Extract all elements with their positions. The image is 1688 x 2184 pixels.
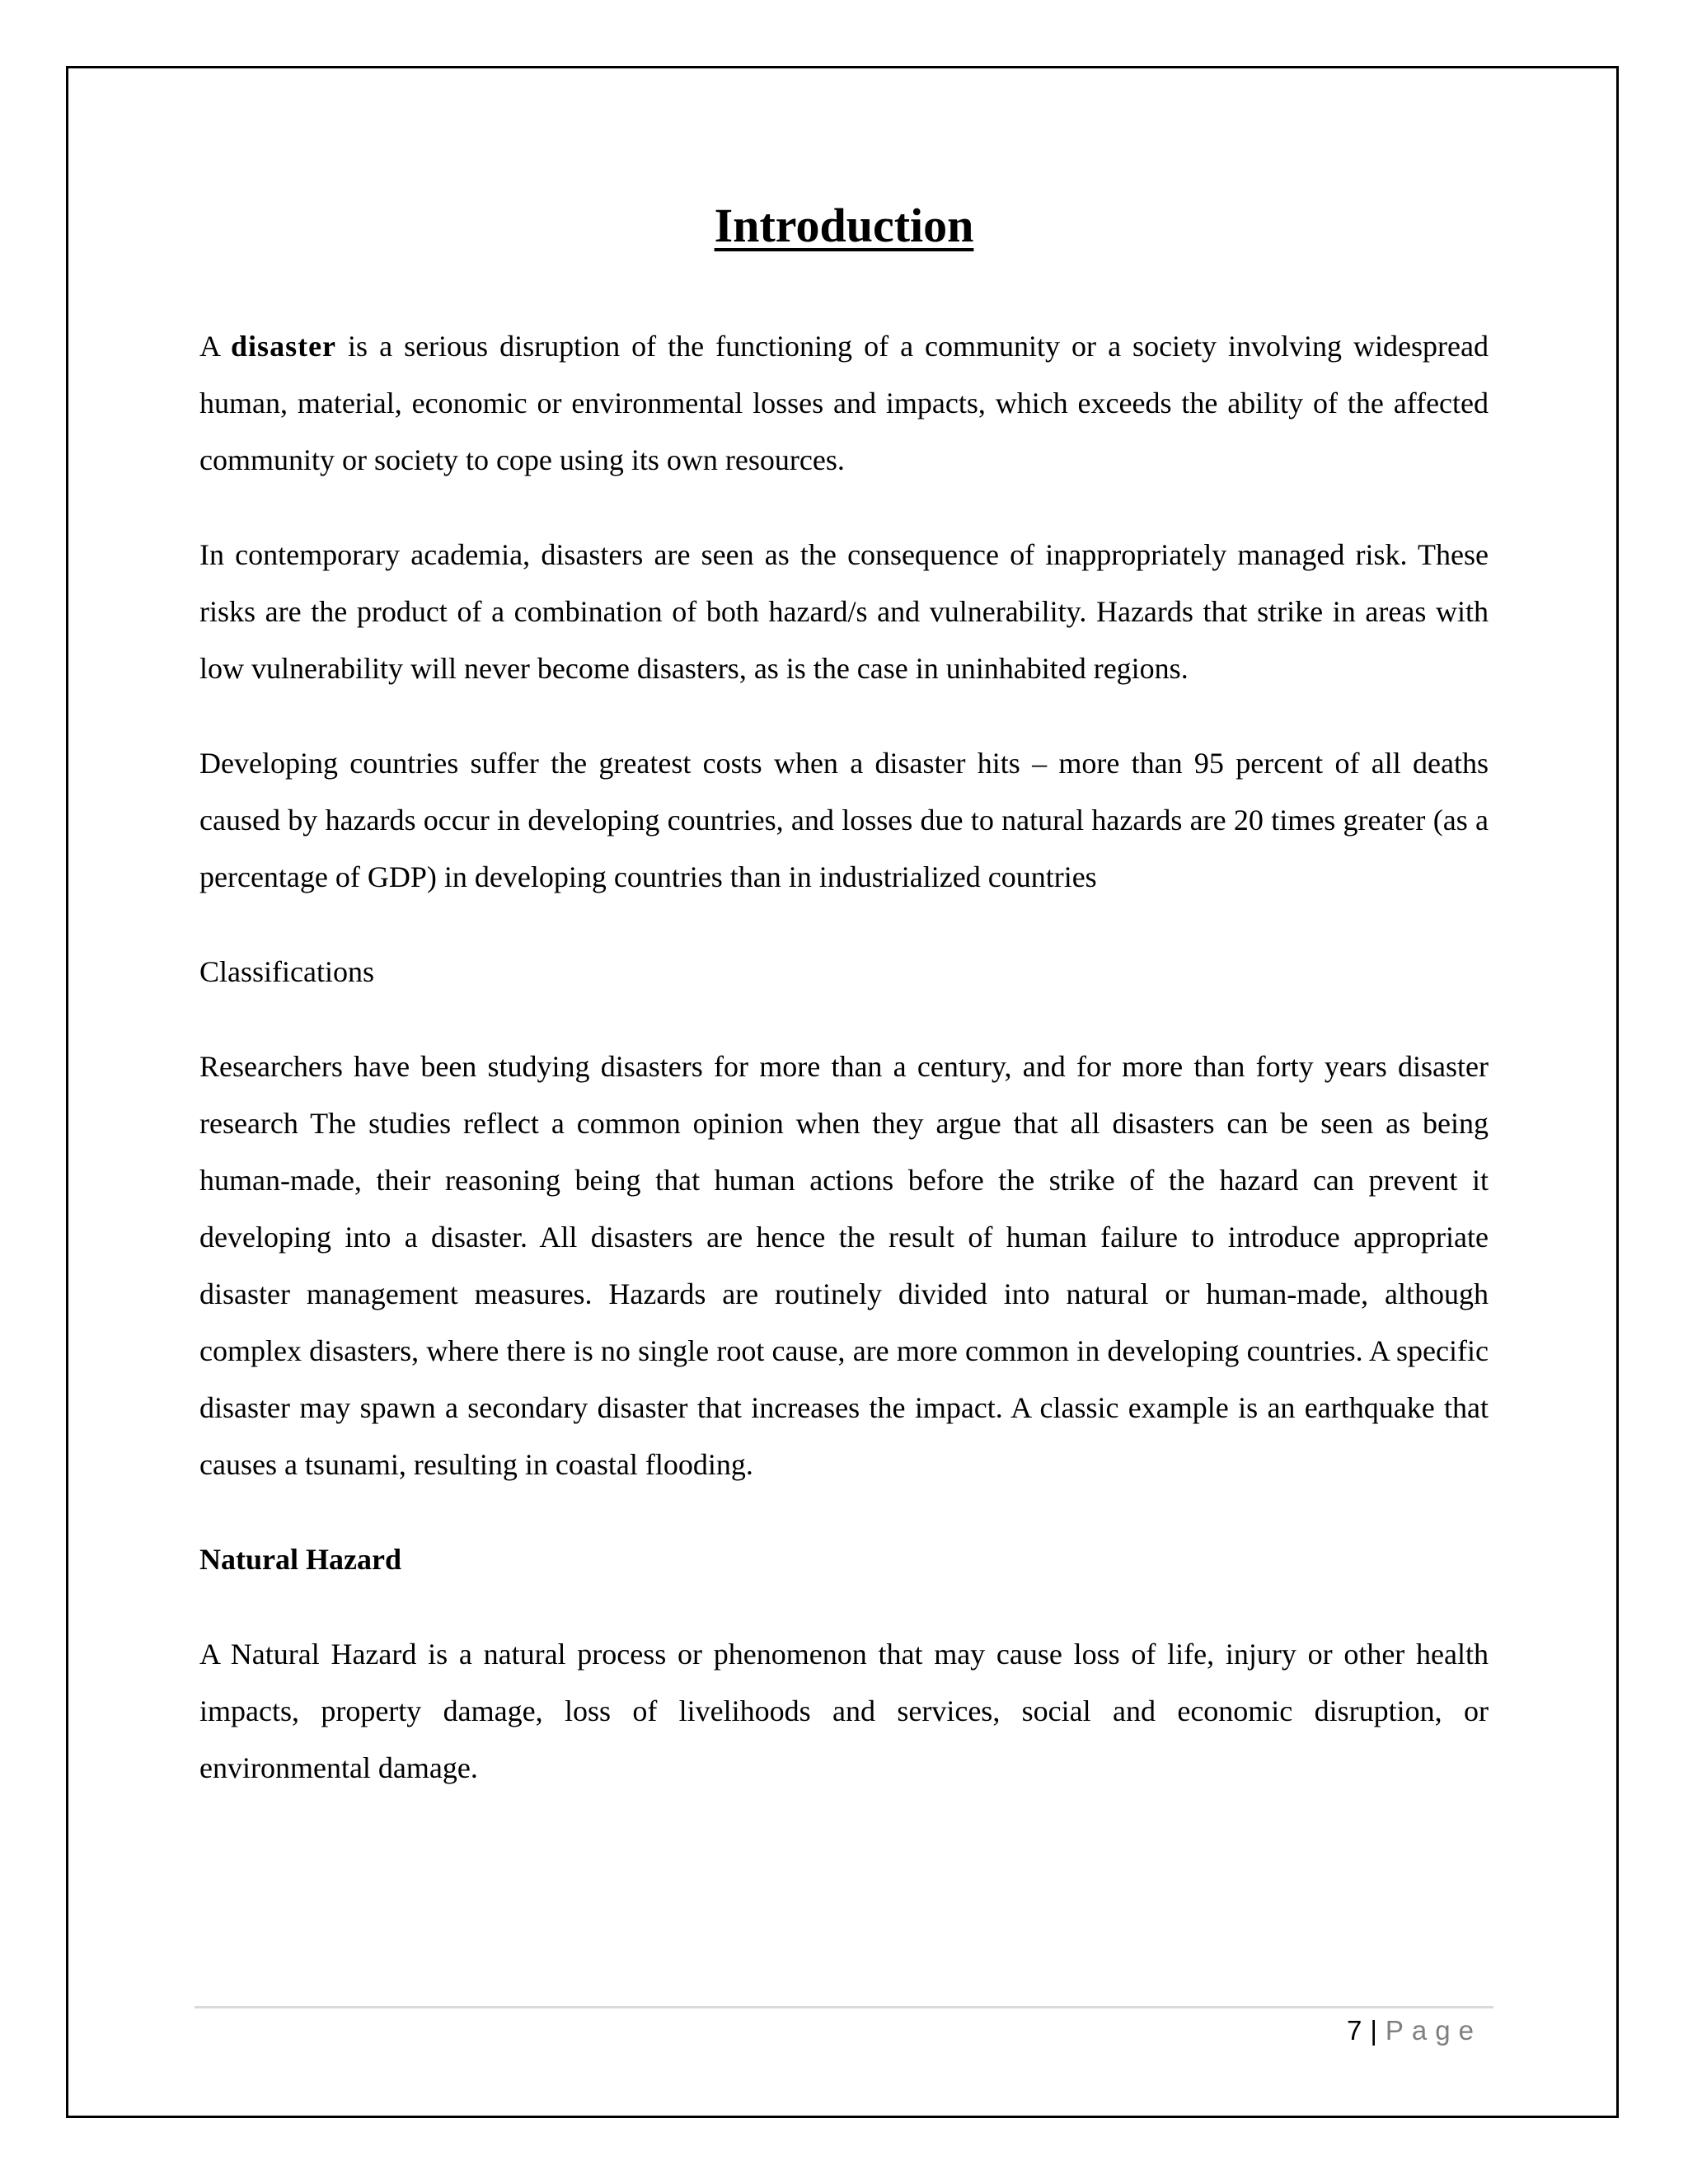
natural-hazard-paragraph: A Natural Hazard is a natural process or phenomenon that may cause loss of life, injury or other health impacts, property damage, loss of livelihoods and services, social and economic disruption, or environmental damage. — [199, 1638, 1489, 1784]
intro-rest: is a serious disruption of the functioning of a community or a society involving widespread human, material, economic or environmental losses and impacts, which exceeds the ability of the affected community or society to cope using its own resources. — [199, 330, 1489, 476]
paragraph-academia: In contemporary academia, disasters are seen as the consequence of inappropriately managed risk. These risks are the product of a combination of both hazard/s and vulnerability. Hazards that strike in areas with low vulnerability will never become disasters, as is the case in uninhabited regions. — [199, 538, 1489, 685]
page-label: Page — [1385, 2015, 1482, 2046]
footer-rule — [195, 2006, 1493, 2008]
page-title: Introduction — [714, 199, 974, 252]
page-footer — [1347, 2011, 1482, 2050]
natural-hazard-heading: Natural Hazard — [199, 1543, 401, 1576]
intro-term: disaster — [231, 330, 337, 363]
intro-paragraph — [199, 318, 1489, 489]
classifications-heading: Classifications — [199, 955, 374, 988]
footer-separator: | — [1370, 2015, 1377, 2046]
intro-lead: A — [199, 330, 220, 363]
classifications-paragraph: Researchers have been studying disasters for more than a century, and for more than forty years disaster research The studies reflect a common opinion when they argue that all disasters can be seen as being human-made, their reasoning being that human actions before the strike of the hazard can prevent it developing into a disaster. All disasters are hence the result of human failure to introduce appropriate disaster management measures. Hazards are routinely divided into natural or human-made, although complex disasters, where there is no single root cause, are more common in developing countries. A specific disaster may spawn a secondary disaster that increases the impact. A classic example is an earthquake that causes a tsunami, resulting in coastal flooding. — [199, 1050, 1489, 1481]
paragraph-developing-countries: Developing countries suffer the greatest costs when a disaster hits – more than 95 percent of all deaths caused by hazards occur in developing countries, and losses due to natural hazards are 20 times greater (as a percentage of GDP) in developing countries than in industrialized countries — [199, 747, 1489, 893]
document-body — [199, 191, 1489, 1835]
page-number: 7 — [1346, 2015, 1362, 2046]
